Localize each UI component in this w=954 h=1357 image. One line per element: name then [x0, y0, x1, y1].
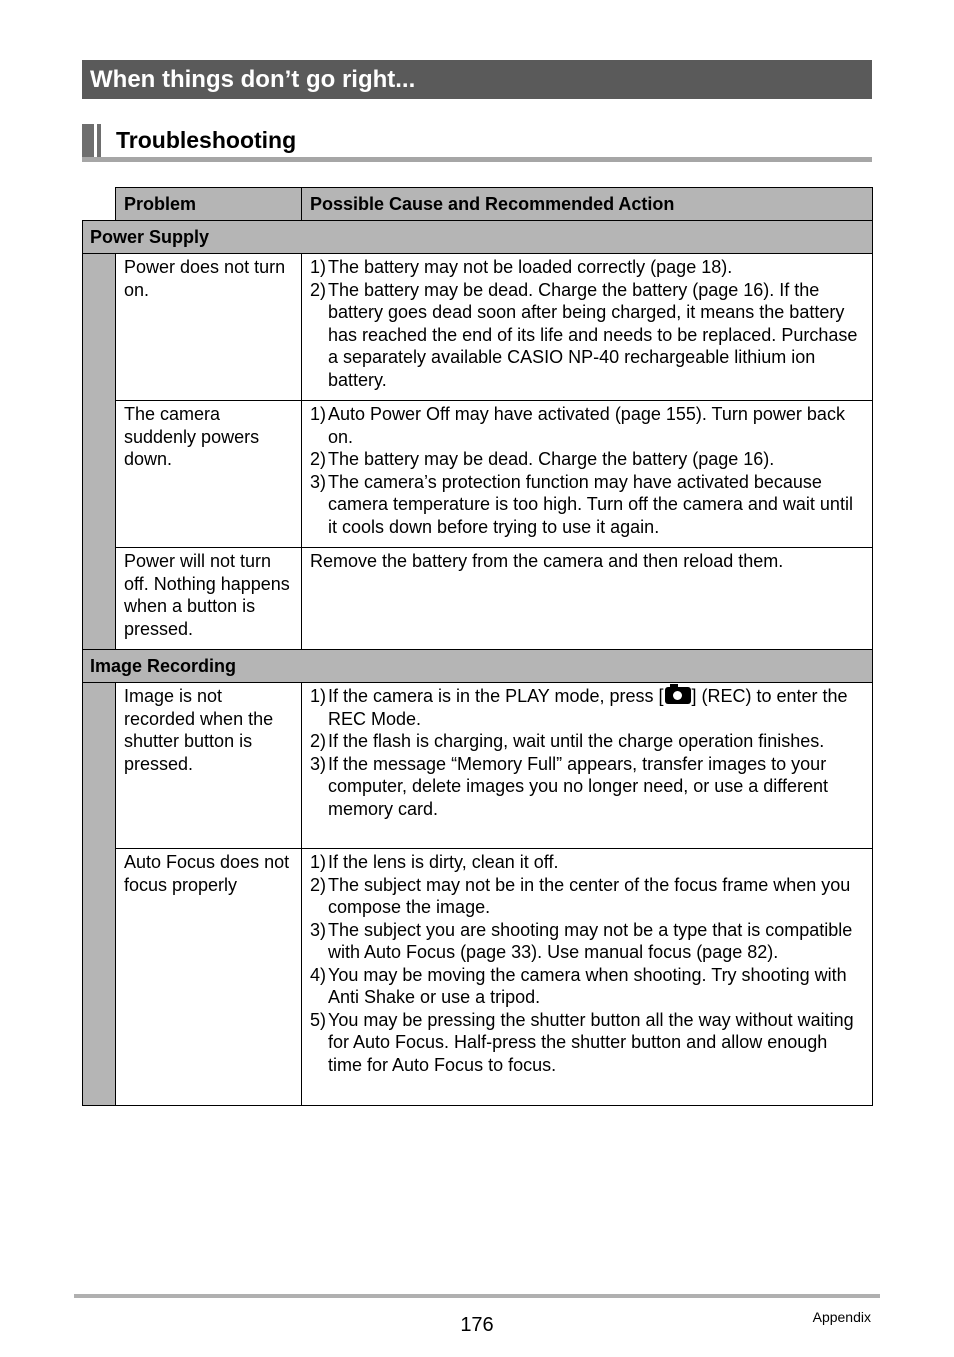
- section-heading: [82, 124, 872, 162]
- category-gutter: [83, 683, 116, 1106]
- table-row: [83, 254, 873, 401]
- action-list: [310, 256, 864, 391]
- category-row: [83, 650, 873, 683]
- action-item: 5) You may be pressing the shutter button all the way without waiting for Auto Focus. Half-press the shutter button and allow enough time for Auto Focus to focus.: [310, 1009, 854, 1075]
- action-list: [310, 851, 864, 1076]
- action-list: [310, 403, 864, 538]
- troubleshooting-table: [82, 187, 873, 1106]
- action-item: 2) The battery may be dead. Charge the battery (page 16).: [310, 449, 775, 469]
- action-cell: [302, 849, 873, 1106]
- action-item: 2) If the flash is charging, wait until the charge operation finishes.: [310, 731, 825, 751]
- table-row: [83, 683, 873, 849]
- page-number: 176: [460, 1314, 494, 1336]
- heading-marker: [82, 124, 94, 157]
- heading-marker-thin: [97, 124, 101, 157]
- table-header-row: [83, 188, 873, 221]
- action-cell: Remove the battery from the camera and then reload them.: [302, 548, 873, 650]
- problem-cell: Power does not turn on.: [116, 254, 302, 401]
- footer-rule: [74, 1294, 880, 1298]
- action-item: 2) The battery may be dead. Charge the battery (page 16). If the battery goes dead soon after being charged, it means the battery has reached the end of its life and needs to be replaced. Purchase a separately available CASIO NP-40 rechargeable lithium ion battery.: [310, 279, 858, 390]
- category-gutter: [83, 254, 116, 650]
- action-item: 2) The subject may not be in the center of the focus frame when you compose the image.: [310, 874, 851, 917]
- problem-cell: The camera suddenly powers down.: [116, 401, 302, 548]
- header-action: Possible Cause and Recommended Action: [302, 188, 873, 221]
- action-item: 1) The battery may not be loaded correctly (page 18).: [310, 257, 733, 277]
- category-image-recording: Image Recording: [83, 650, 873, 683]
- action-item: 3) If the message “Memory Full” appears, transfer images to your computer, delete images you no longer need, or use a different memory card.: [310, 753, 828, 819]
- action-item: 1) If the lens is dirty, clean it off.: [310, 852, 559, 872]
- camera-icon: [665, 687, 691, 704]
- table-row: [83, 849, 873, 1106]
- action-item: 3) The subject you are shooting may not be a type that is compatible with Auto Focus (page 33). Use manual focus (page 82).: [310, 919, 853, 962]
- problem-cell: Power will not turn off. Nothing happens when a button is pressed.: [116, 548, 302, 650]
- table-row: [83, 401, 873, 548]
- category-power-supply: Power Supply: [83, 221, 873, 254]
- problem-cell: Auto Focus does not focus properly: [116, 849, 302, 1106]
- chapter-title: When things don’t go right...: [90, 65, 416, 93]
- chapter-title-bar: [82, 60, 872, 99]
- action-item: 1) If the camera is in the PLAY mode, press [ ] (REC) to enter the REC Mode.: [310, 686, 848, 729]
- table-row: [83, 548, 873, 650]
- action-list: [310, 685, 864, 820]
- action-item: 1) Auto Power Off may have activated (page 155). Turn power back on.: [310, 404, 845, 447]
- action-cell: [302, 683, 873, 849]
- footer-section-label: Appendix: [812, 1309, 871, 1325]
- header-problem: Problem: [116, 188, 302, 221]
- action-cell: [302, 254, 873, 401]
- action-item: 3) The camera’s protection function may have activated because camera temperature is too high. Turn off the camera and wait until it cools down before trying to use it again.: [310, 471, 853, 537]
- problem-cell: Image is not recorded when the shutter button is pressed.: [116, 683, 302, 849]
- action-item: 4) You may be moving the camera when shooting. Try shooting with Anti Shake or use a tripod.: [310, 964, 847, 1007]
- section-title: Troubleshooting: [116, 127, 297, 153]
- action-cell: [302, 401, 873, 548]
- category-row: [83, 221, 873, 254]
